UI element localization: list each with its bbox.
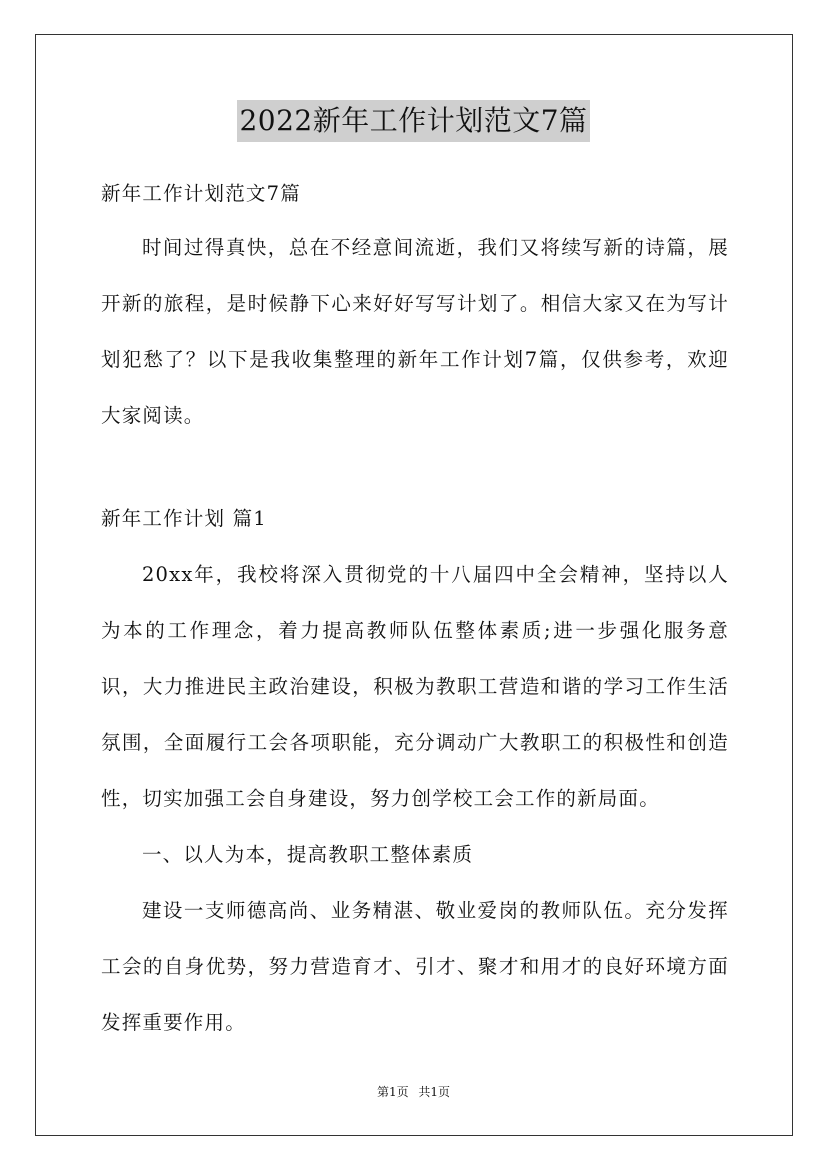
- section-paragraph-1: 20xx年，我校将深入贯彻党的十八届四中全会精神，坚持以人为本的工作理念，着力提高教师队伍整体素质;进一步强化服务意识，大力推进民主政治建设，积极为教职工营造和谐的学习工作生活氛围，全面履行工会各项职能，充分调动广大教职工的积极性和创造性，切实加强工会自身建设，努力创学校工会工作的新局面。: [101, 563, 729, 810]
- intro-block: [101, 220, 729, 444]
- intro-paragraph: 时间过得真快，总在不经意间流逝，我们又将续写新的诗篇，展开新的旅程，是时候静下心来好好写写计划了。相信大家又在为写计划犯愁了？以下是我收集整理的新年工作计划7篇，仅供参考，欢迎大家阅读。: [101, 236, 729, 427]
- section-paragraph-2: 建设一支师德高尚、业务精湛、敬业爱岗的教师队伍。充分发挥工会的自身优势，努力营造育才、引才、聚才和用才的良好环境方面发挥重要作用。: [101, 899, 729, 1034]
- page-footer: [0, 1083, 827, 1101]
- document-title: 2022新年工作计划范文7篇: [237, 100, 589, 142]
- page-number: 第1页: [376, 1085, 409, 1099]
- subtitle-block: [101, 166, 729, 222]
- title-container: [0, 100, 827, 142]
- section-heading: 新年工作计划 篇1: [101, 507, 267, 530]
- section-1: [101, 491, 729, 1051]
- document-subtitle: 新年工作计划范文7篇: [101, 182, 301, 205]
- page-total: 共1页: [418, 1085, 451, 1099]
- section-point-1: 一、以人为本，提高教职工整体素质: [141, 843, 474, 866]
